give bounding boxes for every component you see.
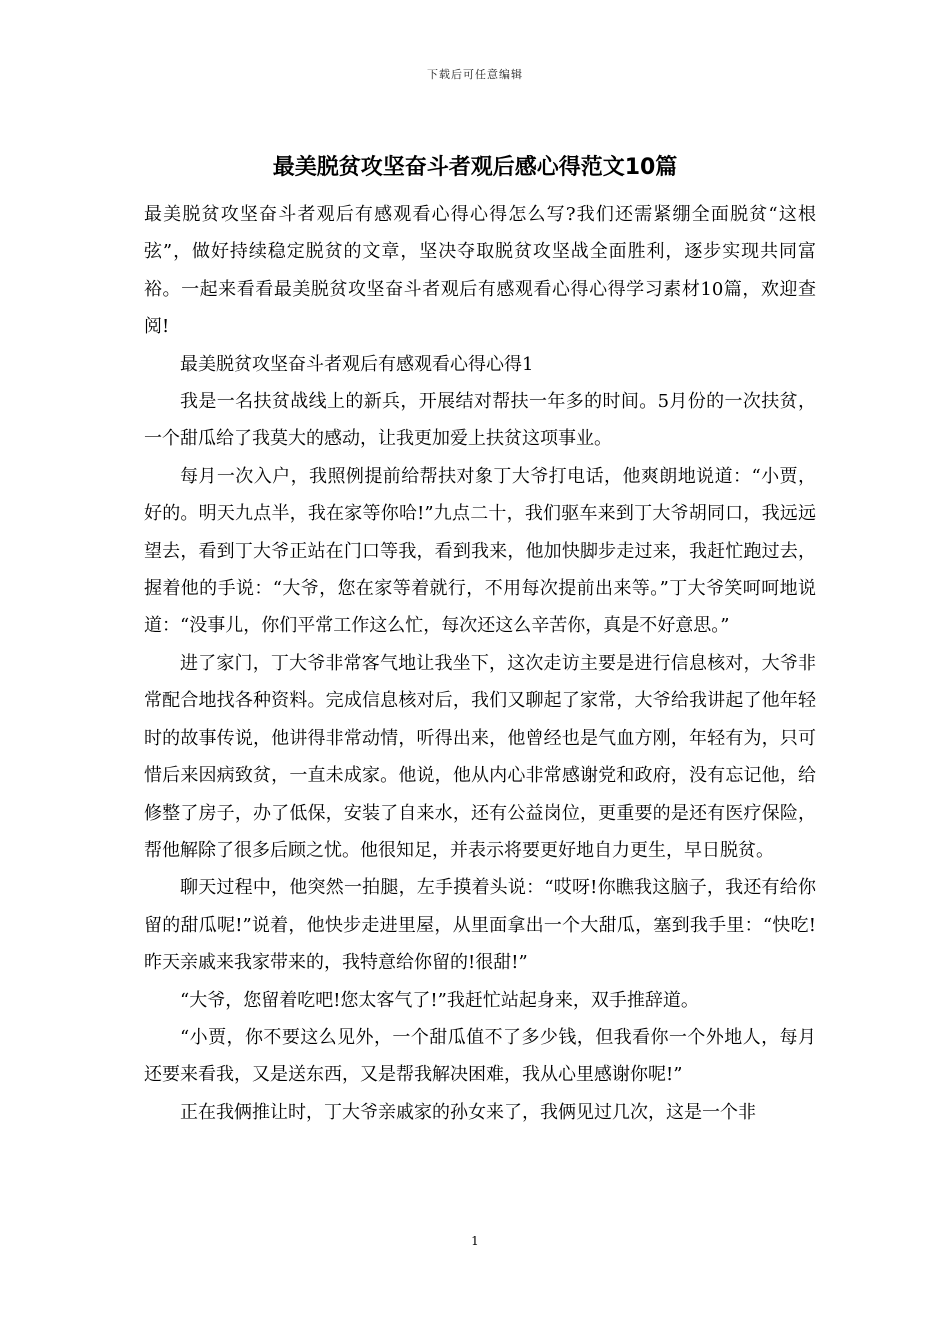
header-note: 下载后可任意编辑 bbox=[427, 68, 523, 81]
body-paragraph: 我是一名扶贫战线上的新兵，开展结对帮扶一年多的时间。5月份的一次扶贫，一个甜瓜给了我莫大的感动，让我更加爱上扶贫这项事业。 bbox=[144, 391, 816, 450]
document-body bbox=[144, 196, 816, 1131]
body-paragraph: 聊天过程中，他突然一拍腿，左手摸着头说：“哎呀!你瞧我这脑子，我还有给你留的甜瓜呢!”说着，他快步走进里屋，从里面拿出一个大甜瓜，塞到我手里：“快吃!昨天亲戚来我家带来的，我特意给你留的!很甜!” bbox=[144, 877, 816, 974]
document-title: 最美脱贫攻坚奋斗者观后感心得范文10篇 bbox=[272, 155, 678, 180]
page-number: 1 bbox=[471, 1234, 479, 1248]
body-paragraph: 每月一次入户，我照例提前给帮扶对象丁大爷打电话，他爽朗地说道：“小贾，好的。明天九点半，我在家等你哈!”九点二十，我们驱车来到丁大爷胡同口，我远远望去，看到丁大爷正站在门口等我，看到我来，他加快脚步走过来，我赶忙跑过去，握着他的手说：“大爷，您在家等着就行，不用每次提前出来等。”丁大爷笑呵呵地说道：“没事儿，你们平常工作这么忙，每次还这么辛苦你，真是不好意思。” bbox=[144, 465, 816, 637]
intro-paragraph: 最美脱贫攻坚奋斗者观后有感观看心得心得怎么写?我们还需紧绷全面脱贫“这根弦”，做好持续稳定脱贫的文章，坚决夺取脱贫攻坚战全面胜利，逐步实现共同富裕。一起来看看最美脱贫攻坚奋斗者观后有感观看心得心得学习素材10篇，欢迎查阅! bbox=[144, 204, 816, 338]
body-paragraph: 正在我俩推让时，丁大爷亲戚家的孙女来了，我俩见过几次，这是一个非 bbox=[180, 1101, 756, 1123]
body-paragraph: “小贾，你不要这么见外，一个甜瓜值不了多少钱，但我看你一个外地人，每月还要来看我，又是送东西，又是帮我解决困难，我从心里感谢你呢!” bbox=[144, 1026, 816, 1086]
body-paragraph: “大爷，您留着吃吧!您太客气了!”我赶忙站起身来，双手推辞道。 bbox=[180, 989, 699, 1011]
section-heading: 最美脱贫攻坚奋斗者观后有感观看心得心得1 bbox=[180, 353, 534, 375]
body-paragraph: 进了家门，丁大爷非常客气地让我坐下，这次走访主要是进行信息核对，大爷非常配合地找各种资料。完成信息核对后，我们又聊起了家常，大爷给我讲起了他年轻时的故事传说，他讲得非常动情，听得出来，他曾经也是气血方刚，年轻有为，只可惜后来因病致贫，一直未成家。他说，他从内心非常感谢党和政府，没有忘记他，给修整了房子，办了低保，安装了自来水，还有公益岗位，更重要的是还有医疗保险，帮他解除了很多后顾之忧。他很知足，并表示将要更好地自力更生，早日脱贫。 bbox=[144, 652, 816, 861]
